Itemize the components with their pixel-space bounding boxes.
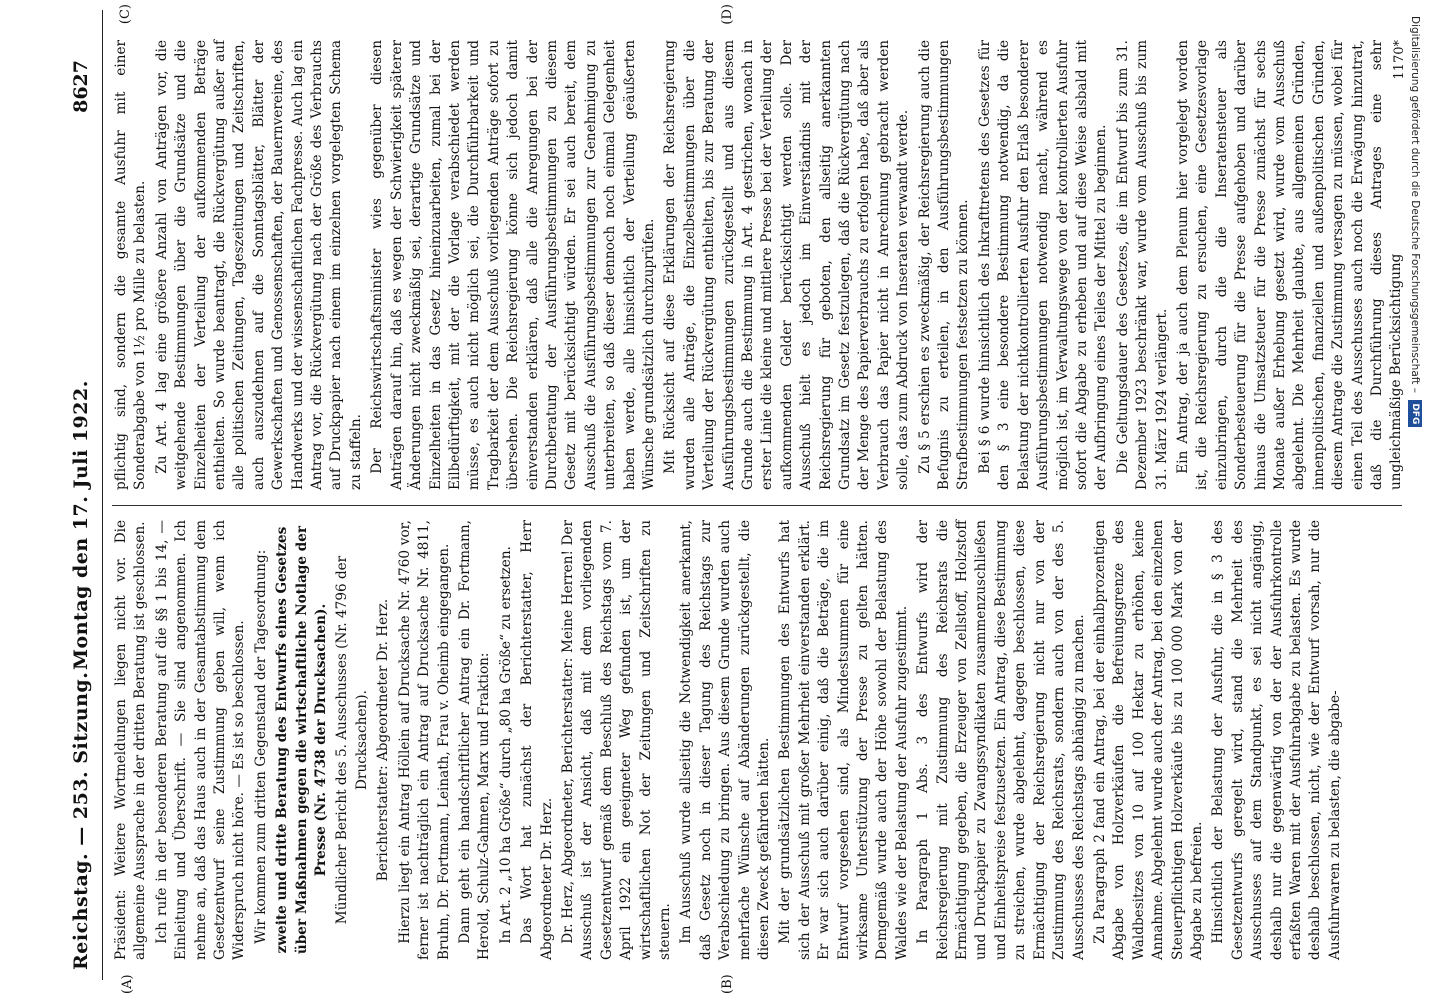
paragraph: Dr. Herz, Abgeordneter, Berichterstatter: Meine Herren! Der Ausschuß ist der Ansicht, daß mit dem vorliegenden Gesetzentwurf gemäß dem Beschluß des Reichstags vom 7. April 1922 ein geeigneter Weg gefunden ist, um der wirtschaftlichen Not der Zeitungen und Zeitschriften zu steuern. <box>559 520 673 960</box>
paragraph: Bei § 6 wurde hinsichtlich des Inkrafttretens des Gesetzes für den § 3 eine besondere Bestimmung notwendig, da die Belastung der nichtkontrollierten Ausfuhr den Erlaß besonderer Ausführungsbestimmungen notwendig macht, während es möglich ist, im Verwaltungswege von der kontrollierten Ausfuhr sofort die Abgabe zu erheben und auf diese Weise alsbald mit der Aufbringung eines Teiles der Mittel zu beginnen. <box>976 40 1110 490</box>
paragraph: Das Wort hat zunächst der Berichterstatter, Herr Abgeordneter Dr. Herz. <box>519 520 555 960</box>
column-divider <box>112 505 1402 506</box>
margin-marker-d: (D) <box>720 4 735 25</box>
paragraph: Hierzu liegt ein Antrag Höllein auf Drucksache Nr. 4760 vor, ferner ist nachträglich ein Antrag auf Drucksache Nr. 4811, Bruhn, Dr. Fortmann, Leinath, Frau v. Oheimb eingegangen. <box>396 520 452 960</box>
dfg-logo: DFG <box>1408 400 1422 427</box>
paragraph: Mit der grundsätzlichen Bestimmungen des Entwurfs hat sich der Ausschuß mit großer Mehrheit einverstanden erklärt. Er war sich auch darüber einig, daß die Beträge, die im Entwurf vorgesehen sind, als Mindestsummen für eine wirksame Unterstützung der Presse zu gelten hätten. Demgemäß wurde auch der Höhe sowohl der Belastung des Waldes wie der Belastung der Ausfuhr zugestimmt. <box>777 520 910 960</box>
header-date: Montag den 17. Juli 1922. <box>70 380 92 670</box>
header-session: Reichstag. — 253. Sitzung. <box>70 671 92 970</box>
paragraph: Zu Art. 4 lag eine größere Anzahl von Anträgen vor, die weitgehende Bestimmungen über die Grundsätze und die Einzelheiten der Verteilung der aufkommenden Beträge enthielten. So wurde beantragt, die Rückvergütung außer auf alle politischen Zeitungen, Tageszeitungen und Zeitschriften, auch auszudehnen auf die Sonntagsblätter, Blätter der Gewerkschaften und Genossenschaften, der Bauernvereine, des Handwerks und der wissenschaftlichen Fachpresse. Auch lag ein Antrag vor, die Rückvergütung nach der Größe des Verbrauchs auf Druckpapier nach einem im einzelnen vorgelegten Schema zu staffeln. <box>153 40 364 490</box>
paragraph: Dann geht ein handschriftlicher Antrag ein Dr. Fortmann, Herold, Schulz-Gahmen, Marx und Fraktion: <box>456 520 493 960</box>
paragraph: Im Ausschuß wurde allseitig die Notwendigkeit anerkannt, daß Gesetz noch in dieser Tagung des Reichstags zur Verabschiedung zu bringen. Aus diesem Grunde wurden auch mehrfache Wünsche auf Abänderungen zurückgestellt, die diesen Zweck gefährden hätten. <box>678 520 772 960</box>
paragraph: Ein Antrag, der ja auch dem Plenum hier vorgelegt worden ist, die Reichsregierung zu ersuchen, eine Gesetzesvorlage einzubringen, durch die die Inseratensteuer als Sonderbesteuerung für die Presse aufgehoben und darüber hinaus die Umsatzsteuer für die Presse zunächst für sechs Monate außer Erhebung gesetzt wird, wurde vom Ausschuß abgelehnt. Die Mehrheit glaubte, aus allgemeinen Gründen, innenpolitischen, finanziellen und außenpolitischen Gründen, diesem Antrage die Zustimmung versagen zu müssen, wobei für einen Teil des Ausschusses auch noch die Erwägung hinzutrat, daß die Durchführung dieses Antrages eine sehr ungleichmäßige Berücksichtigung <box>1174 40 1405 490</box>
paragraph: Hinsichtlich der Belastung der Ausfuhr, die in § 3 des Gesetzentwurfs geregelt wird, stand die Mehrheit des Ausschusses auf dem Standpunkt, es sei nicht angängig, deshalb nur die gegenwärtig von der der Ausfuhrkontrolle erfaßten Waren mit der Ausfuhrabgabe zu belasten. Es wurde deshalb beschlossen, nicht, wie der Entwurf vorsah, nur die Ausfuhrwaren zu belasten, die abgabe- <box>1210 520 1343 960</box>
margin-marker-a: (A) <box>120 974 135 994</box>
header-rule <box>102 10 103 980</box>
digitization-credit-sidebar <box>1404 0 1426 1000</box>
paragraph: In Paragraph 1 Abs. 3 des Entwurfs wird der Reichsregierung mit Zustimmung des Reichsrats die Ermächtigung gegeben, die Erzeuger von Zellstoff, Holzstoff und Druckpapier zu Zwangssyndikaten zusammenzuschließen und Einheitspreise festzusetzen. Ein Antrag, diese Bestimmung zu streichen, wurde abgelehnt, dagegen beschlossen, diese Ermächtigung der Reichsregierung nicht nur von der Zustimmung des Reichsrats, sondern auch von der des 5. Ausschusses des Reichstags abhängig zu machen. <box>915 520 1087 960</box>
left-column <box>112 520 1347 960</box>
paragraph: In Art. 2 „10 ha Größe“ durch „80 ha Größe“ zu ersetzen. <box>497 546 514 944</box>
paragraph: Berichterstatter: Abgeordneter Dr. Herz. <box>375 598 392 882</box>
paragraph: Ich rufe in der besonderen Beratung auf die §§ 1 bis 14, — Einleitung und Überschrift. — Sie sind angenommen. Ich nehme an, daß das Haus auch in der Gesamtabstimmung dem Gesetzentwurf seine Zustimmung geben will, wenn ich Widerspruch nicht höre. — Es ist so beschlossen. <box>153 520 248 960</box>
page-number: 8627 <box>70 60 92 113</box>
paragraph: Mündlicher Bericht des 5. Ausschusses (Nr. 4796 der Drucksachen). <box>334 555 370 925</box>
paragraph: Zu Paragraph 2 fand ein Antrag, bei der einhalbprozentigen Abgabe von Holzverkäufen die Befreiungsgrenze des Waldbesitzes von 10 auf 100 Hektar zu erhöhen, keine Annahme. Abgelehnt wurde auch der Antrag, bei den einzelnen Steuerpflichtigen Holzverkäufe bis zu 100 000 Mark von der Abgabe zu befreien. <box>1091 520 1205 960</box>
paragraph: Der Reichswirtschaftsminister wies gegenüber diesen Anträgen darauf hin, daß es wegen der Schwierigkeit späterer Änderungen nicht zweckmäßig sei, derartige Grundsätze und Einzelheiten in das Gesetz hineinzuarbeiten, zumal bei der Eilbedürftigkeit, mit der die Vorlage verabschiedet werden müsse, es auch nicht möglich sei, die Durchführbarkeit und Tragbarkeit der dem Ausschuß vorliegenden Anträge sofort zu übersehen. Die Reichsregierung könne sich jedoch damit einverstanden erklären, daß alle die Anregungen bei der Durchberatung der Ausführungsbestimmungen zu diesem Gesetz mit berücksichtigt würden. Er sei auch bereit, dem Ausschuß die Ausführungsbestimmungen zur Genehmigung zu unterbreiten, so daß dieser dennoch noch einmal Gelegenheit haben werde, alle hinsichtlich der Verteilung geäußerten Wünsche grundsätzlich durchzuprüfen. <box>369 40 657 490</box>
footer-number: 1170* <box>1392 40 1407 80</box>
margin-marker-c: (C) <box>118 4 133 25</box>
paragraph: Die Geltungsdauer des Gesetzes, die im Entwurf bis zum 31. Dezember 1923 beschränkt war, wurde vom Ausschuß bis zum 31. März 1924 verlängert. <box>1114 40 1170 490</box>
agenda-item-title: zweite und dritte Beratung des Entwurfs eines Gesetzes über Maßnahmen gegen die wirtschaftliche Notlage der Presse (Nr. 4738 der Drucksachen). <box>274 525 330 955</box>
page-header <box>62 0 102 1000</box>
paragraph: Wir kommen zum dritten Gegenstand der Tagesordnung: <box>252 549 269 944</box>
paragraph: Mit Rücksicht auf diese Erklärungen der Reichsregierung wurden alle Anträge, die Einzelbestimmungen über die Verteilung der Rückvergütung enthielten, bis zur Beratung der Ausführungsbestimmungen zurückgestellt und aus diesem Grunde auch die Bestimmung in Art. 4 gestrichen, wonach in erster Linie die kleine und mittlere Presse bei der Verteilung der aufkommenden Gelder berücksichtigt werden solle. Der Ausschuß hielt es jedoch im Einverständnis mit der Reichsregierung für geboten, den allseitig anerkannten Grundsatz im Gesetz festzulegen, daß die Rückvergütung nach der Menge des Papierverbrauchs zu erfolgen habe, daß aber als Verbrauch das Papier nicht in Anrechnung gebracht werden solle, das zum Abdruck von Inseraten verwandt werde. <box>662 40 912 490</box>
paragraph: Präsident: Weitere Wortmeldungen liegen nicht vor. Die allgemeine Aussprache in der dritten Beratung ist geschlossen. <box>113 520 149 960</box>
right-column <box>112 40 1409 490</box>
paragraph: pflichtig sind, sondern die gesamte Ausfuhr mit einer Sonderabgabe von 1½ pro Mille zu belasten. <box>113 40 149 490</box>
margin-marker-b: (B) <box>720 974 735 994</box>
paragraph: Zu § 5 erschien es zweckmäßig, der Reichsregierung auch die Befugnis zu erteilen, in den Ausführungsbestimmungen Strafbestimmungen festsetzen zu können. <box>916 40 972 490</box>
credit-text: Digitalisierung gefördert durch die Deutsche Forschungsgemeinschaft – <box>1409 16 1421 393</box>
